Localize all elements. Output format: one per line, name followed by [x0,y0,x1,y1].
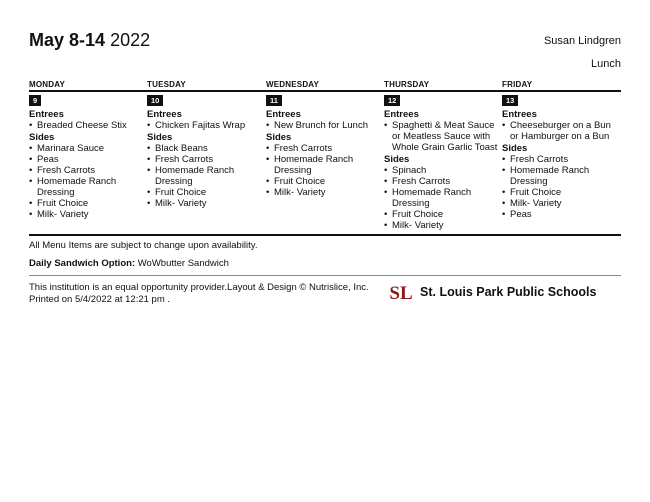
day-number-badge: 10 [147,95,163,106]
title-year: 2022 [110,30,151,50]
footer-divider [29,275,621,276]
day-column-wednesday [266,80,384,198]
menu-item-list [266,120,384,131]
school-name: St. Louis Park Public Schools [420,285,597,299]
menu-item: • Homemade Ranch Dressing [384,187,502,209]
school-logo [388,281,414,303]
menu-item: • Homemade Ranch Dressing [147,165,265,187]
day-number-badge: 9 [29,95,41,106]
menu-item: • Fresh Carrots [384,176,502,187]
menu-item: • Fresh Carrots [147,154,265,165]
day-column-thursday [384,80,502,231]
day-name: FRIDAY [502,80,533,89]
menu-item-list [502,154,620,220]
menu-item: • Milk- Variety [147,198,265,209]
sandwich-note [29,258,229,269]
menu-item: • Milk- Variety [502,198,620,209]
menu-item: • Fresh Carrots [502,154,620,165]
menu-item: • Fruit Choice [384,209,502,220]
section-label: Entrees [502,109,537,120]
section-label: Sides [502,143,528,154]
menu-item: • Fresh Carrots [266,143,384,154]
menu-item: • Spaghetti & Meat Sauce or Meatless Sauce with Whole Grain Garlic Toast [384,120,502,153]
sandwich-value: WoWbutter Sandwich [137,258,229,269]
footer-text [29,282,369,306]
meal-type: Lunch [591,58,621,70]
section-label: Sides [384,154,410,165]
menu-item-list [147,120,265,131]
section-label: Entrees [384,109,419,120]
section-label: Entrees [147,109,182,120]
menu-item: • Fruit Choice [147,187,265,198]
day-column-tuesday [147,80,265,209]
sandwich-label: Daily Sandwich Option: [29,258,136,269]
menu-item: • Peas [502,209,620,220]
menu-item: • Black Beans [147,143,265,154]
menu-item-list [29,143,147,220]
day-number-badge: 12 [384,95,400,106]
menu-item: • Peas [29,154,147,165]
menu-item: • Spinach [384,165,502,176]
day-column-friday [502,80,620,220]
menu-item-list [384,165,502,231]
footer-line-2: Printed on 5/4/2022 at 12:21 pm . [29,294,171,305]
section-label: Sides [266,132,292,143]
day-number-badge: 11 [266,95,282,106]
menu-item-list [266,143,384,198]
person-name: Susan Lindgren [543,35,621,47]
week-grid [29,80,621,236]
menu-item-list [29,120,147,131]
day-number-badge: 13 [502,95,518,106]
menu-item: • Milk- Variety [29,209,147,220]
section-label: Sides [147,132,173,143]
section-label: Sides [29,132,55,143]
menu-item: • New Brunch for Lunch [266,120,384,131]
menu-item: • Marinara Sauce [29,143,147,154]
day-name: MONDAY [29,80,66,89]
day-column-monday [29,80,147,220]
menu-item: • Fresh Carrots [29,165,147,176]
menu-item: • Homemade Ranch Dressing [266,154,384,176]
menu-item: • Homemade Ranch Dressing [29,176,147,198]
menu-item: • Homemade Ranch Dressing [502,165,620,187]
menu-item: • Fruit Choice [502,187,620,198]
day-name: THURSDAY [384,80,430,89]
title-dates: May 8-14 [29,30,106,50]
section-label: Entrees [266,109,301,120]
menu-item: • Milk- Variety [266,187,384,198]
school-logo-monogram: SL [389,283,413,303]
footer-line-1: This institution is an equal opportunity provider.Layout & Design © Nutrislice, Inc. [29,282,369,293]
menu-item: • Fruit Choice [29,198,147,209]
menu-item-list [384,120,502,153]
menu-item: • Milk- Variety [384,220,502,231]
menu-item-list [502,120,620,142]
day-name: WEDNESDAY [266,80,320,89]
menu-item: • Cheeseburger on a Bun or Hamburger on a Bun [502,120,620,142]
availability-note: All Menu Items are subject to change upon availability. [29,240,258,251]
menu-item-list [147,143,265,209]
section-label: Entrees [29,109,64,120]
menu-item: • Breaded Cheese Stix [29,120,147,131]
menu-item: • Chicken Fajitas Wrap [147,120,265,131]
day-name: TUESDAY [147,80,186,89]
menu-item: • Fruit Choice [266,176,384,187]
page-title [29,30,150,51]
